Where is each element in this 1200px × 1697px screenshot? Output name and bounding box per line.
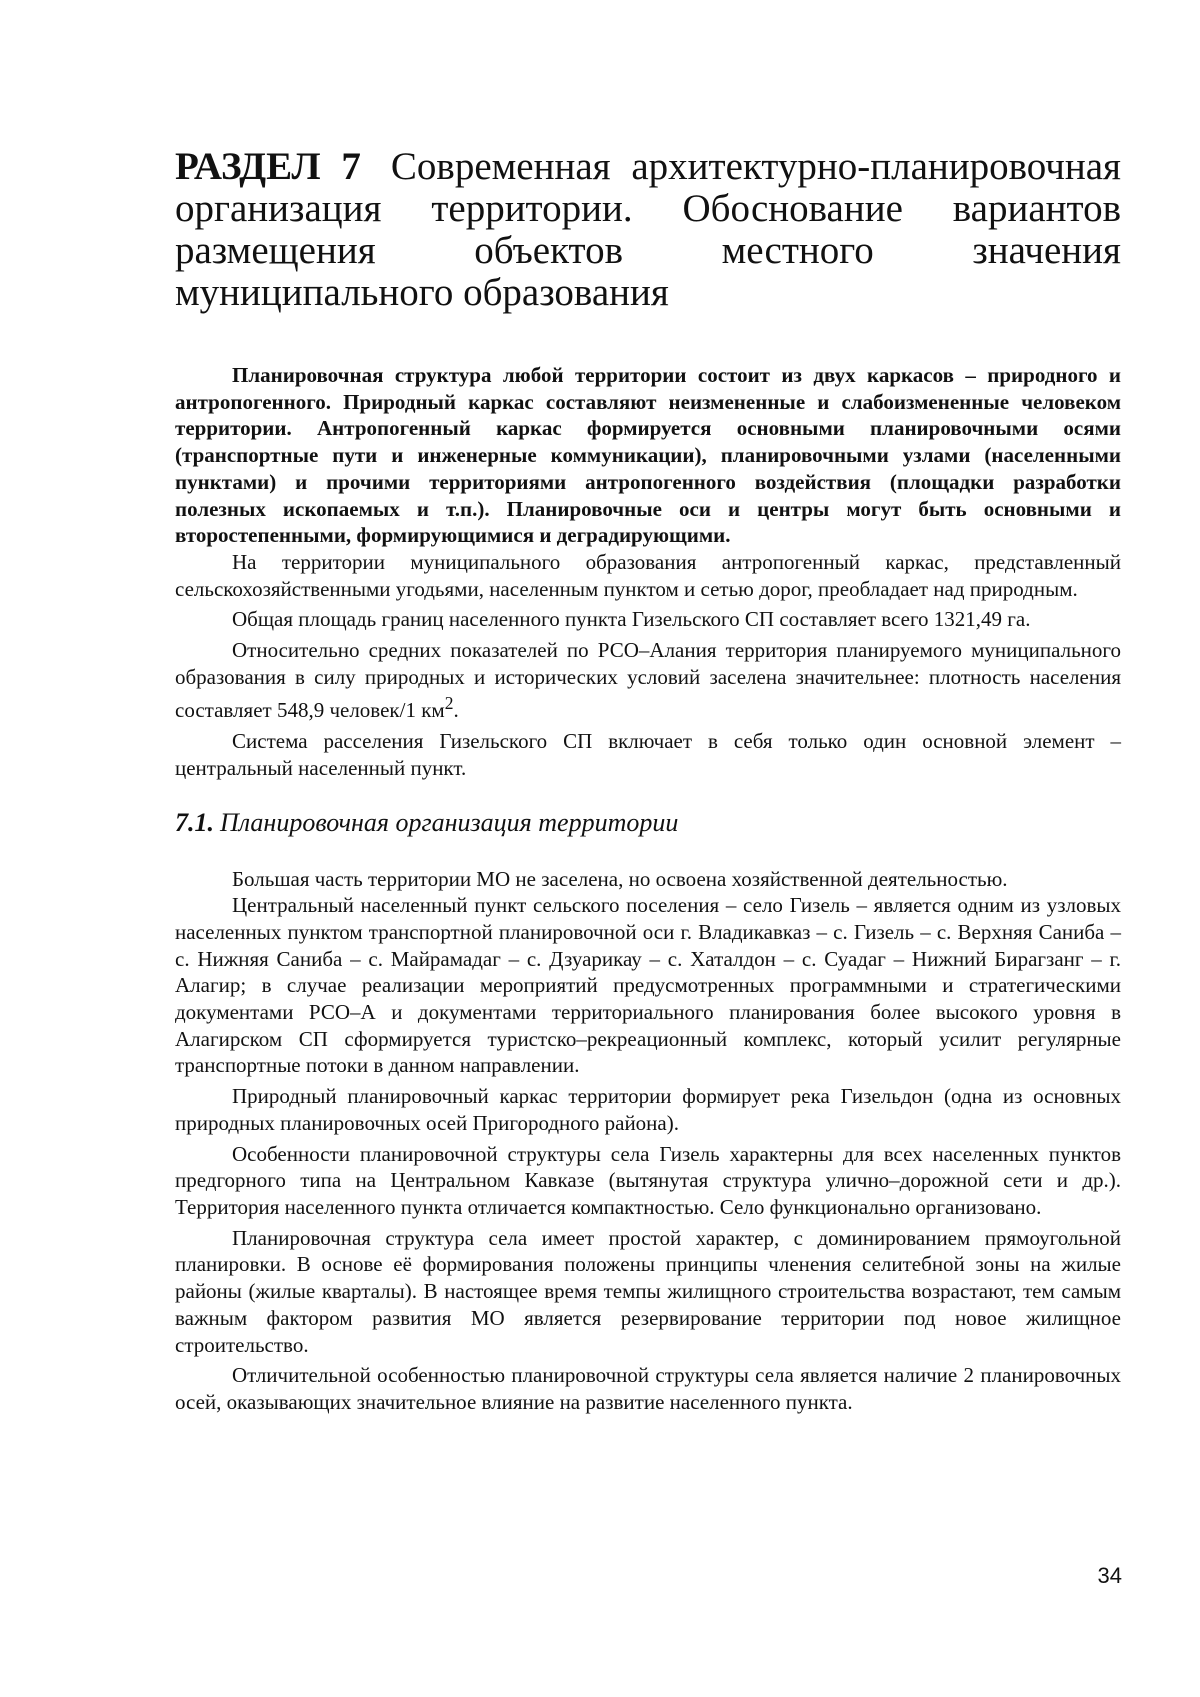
subsection-title: Планировочная организация территории — [220, 807, 679, 837]
body-paragraph: Отличительной особенностью планировочной структуры села является наличие 2 планировочных осей, оказывающих значительное влияние на развитие населенного пункта. — [175, 1363, 1121, 1414]
section-title-text: Современная архитектурно-планировочная организация территории. Обоснование вариантов размещения объектов местного значения муниципального образования — [175, 145, 1121, 314]
body-paragraph: Общая площадь границ населенного пункта Гизельского СП составляет всего 1321,49 га. — [232, 607, 1031, 632]
body-paragraph: Система расселения Гизельского СП включает в себя только один основной элемент – центральный населенный пункт. — [175, 729, 1121, 780]
body-paragraph: На территории муниципального образования антропогенный каркас, представленный сельскохозяйственными угодьями, населенным пунктом и сетью дорог, преобладает над природным. — [175, 549, 1121, 601]
section-label: РАЗДЕЛ 7 — [175, 145, 361, 188]
body-paragraph: Большая часть территории МО не заселена, но освоена хозяйственной деятельностью. — [232, 866, 1008, 891]
density-paragraph — [175, 637, 1121, 724]
superscript-exponent: 2 — [444, 693, 454, 714]
body-paragraph: Центральный населенный пункт сельского поселения – село Гизель – является одним из узловых населенных пунктом транспортной планировочной оси г. Владикавказ – с. Гизель – с. Верхняя Саниба – с. Нижняя Саниба – с. Майрамадаг – с. Дзуарикау – с. Хаталдон – с. Суадаг – Нижний Бирагзанг – г. Алагир; в случае реализации мероприятий предусмотренных программными и стратегическими документами РСО–А и документами территориального планирования более высокого уровня в Алагирском СП сформируется туристско–рекреационный комплекс, который усилит регулярные транспортные потоки в данном направлении. — [175, 893, 1121, 1078]
density-tail: . — [453, 698, 459, 723]
subsection-number: 7.1. — [175, 807, 214, 837]
page-content — [175, 146, 1121, 1416]
density-text: Относительно средних показателей по РСО–Алания территория планируемого муниципального образования в силу природных и исторических условий заселена значительнее: плотность населения составляет 548,9 человек/1 км — [175, 638, 1121, 723]
body-paragraph: Планировочная структура села имеет простой характер, с доминированием прямоугольной планировки. В основе её формирования положены принципы членения селитебной зоны на жилые районы (жилые кварталы). В настоящее время темпы жилищного строительства возрастают, тем самым важным фактором развития МО является резервирование территории под новое жилищное строительство. — [175, 1225, 1121, 1357]
body-paragraph: Особенности планировочной структуры села Гизель характерны для всех населенных пунктов предгорного типа на Центральном Кавказе (вытянутая структура улично–дорожной сети и др.). Территория населенного пункта отличается компактностью. Село функционально организовано. — [175, 1141, 1121, 1219]
page-number: 34 — [1097, 1563, 1122, 1588]
subsection-heading — [175, 808, 1121, 838]
intro-bold-paragraph: Планировочная структура любой территории состоит из двух каркасов – природного и антропогенного. Природный каркас составляют неизмененные и слабоизмененные человеком территории. Антропогенный каркас формируется основными планировочными осями (транспортные пути и инженерные коммуникации), планировочными узлами (населенными пунктами) и прочими территориями антропогенного воздействия (площадки разработки полезных ископаемых и т.п.). Планировочные оси и центры могут быть основными и второстепенными, формирующимися и деградирующими. — [175, 363, 1121, 548]
section-heading — [175, 146, 1121, 314]
body-paragraph: Природный планировочный каркас территории формирует река Гизельдон (одна из основных природных планировочных осей Пригородного района). — [175, 1084, 1121, 1135]
